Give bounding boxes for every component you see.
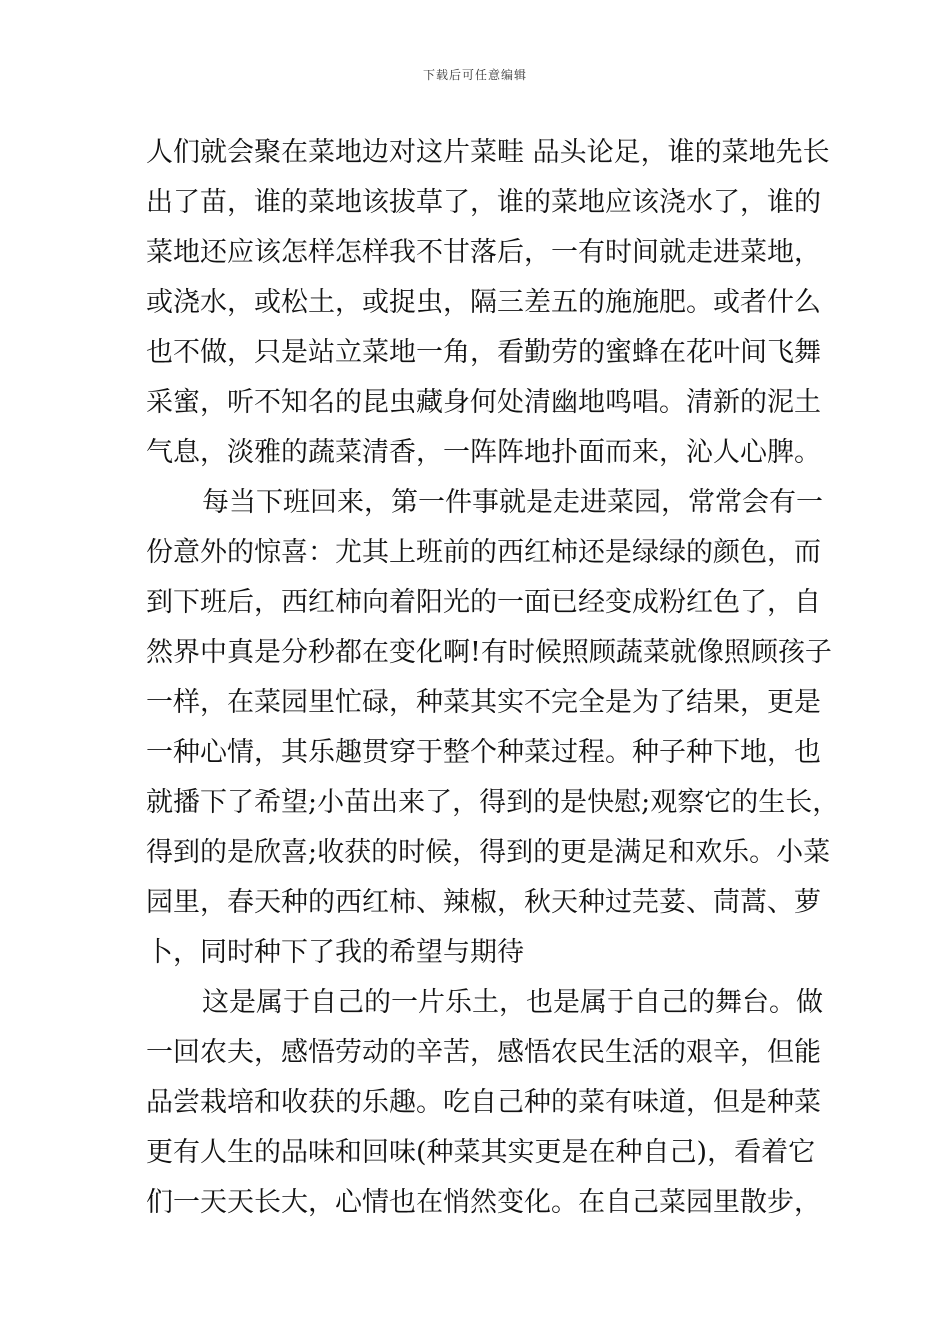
paragraph-2-first-line: 每当下班回来，第一件事就是走进菜园，常常会有一 <box>202 487 823 518</box>
paragraph-3-line: 品尝栽培和收获的乐趣。吃自己种的菜有味道，但是种菜 <box>146 1087 821 1118</box>
paragraph-3-line: 更有人生的品味和回味(种菜其实更是在种自己)，看着它 <box>146 1137 816 1168</box>
paragraph-1-line: 或浇水，或松土，或捉虫，隔三差五的施施肥。或者什么 <box>146 287 821 318</box>
paragraph-2-line: 一样，在菜园里忙碌，种菜其实不完全是为了结果，更是 <box>146 687 821 718</box>
paragraph-2-line: 就播下了希望;小苗出来了，得到的是快慰;观察它的生长， <box>146 787 840 818</box>
paragraph-3-first-line: 这是属于自己的一片乐土，也是属于自己的舞台。做 <box>202 987 823 1018</box>
paragraph-2-line: 园里，春天种的西红柿、辣椒，秋天种过芫荽、茼蒿、萝 <box>146 887 821 918</box>
paragraph-2-line: 然界中真是分秒都在变化啊!有时候照顾蔬菜就像照顾孩子 <box>146 637 832 668</box>
paragraph-2-line: 份意外的惊喜：尤其上班前的西红柿还是绿绿的颜色，而 <box>146 537 821 568</box>
paragraph-1-line: 出了苗，谁的菜地该拔草了，谁的菜地应该浇水了，谁的 <box>146 187 821 218</box>
paragraph-1-line: 菜地还应该怎样怎样我不甘落后，一有时间就走进菜地， <box>146 237 821 268</box>
paragraph-2-line: 一种心情，其乐趣贯穿于整个种菜过程。种子种下地，也 <box>146 737 821 768</box>
paragraph-1-line: 气息，淡雅的蔬菜清香，一阵阵地扑面而来，沁人心脾。 <box>146 437 821 468</box>
paragraph-2-line: 卜，同时种下了我的希望与期待 <box>146 937 524 968</box>
document-body <box>146 128 840 1228</box>
paragraph-1-line: 也不做，只是站立菜地一角，看勤劳的蜜蜂在花叶间飞舞 <box>146 337 821 368</box>
paragraph-1-line: 采蜜，听不知名的昆虫藏身何处清幽地鸣唱。清新的泥土 <box>146 387 821 418</box>
paragraph-2-line: 到下班后，西红柿向着阳光的一面已经变成粉红色了，自 <box>146 587 821 618</box>
paragraph-3-line: 一回农夫，感悟劳动的辛苦，感悟农民生活的艰辛，但能 <box>146 1037 821 1068</box>
paragraph-1-line: 人们就会聚在菜地边对这片菜畦 品头论足，谁的菜地先长 <box>146 137 830 168</box>
paragraph-2-line: 得到的是欣喜;收获的时候，得到的更是满足和欢乐。小菜 <box>146 837 831 868</box>
page-header: 下载后可任意编辑 <box>422 68 527 82</box>
paragraph-3-line: 们一天天长大，心情也在悄然变化。在自己菜园里散步， <box>146 1187 821 1218</box>
